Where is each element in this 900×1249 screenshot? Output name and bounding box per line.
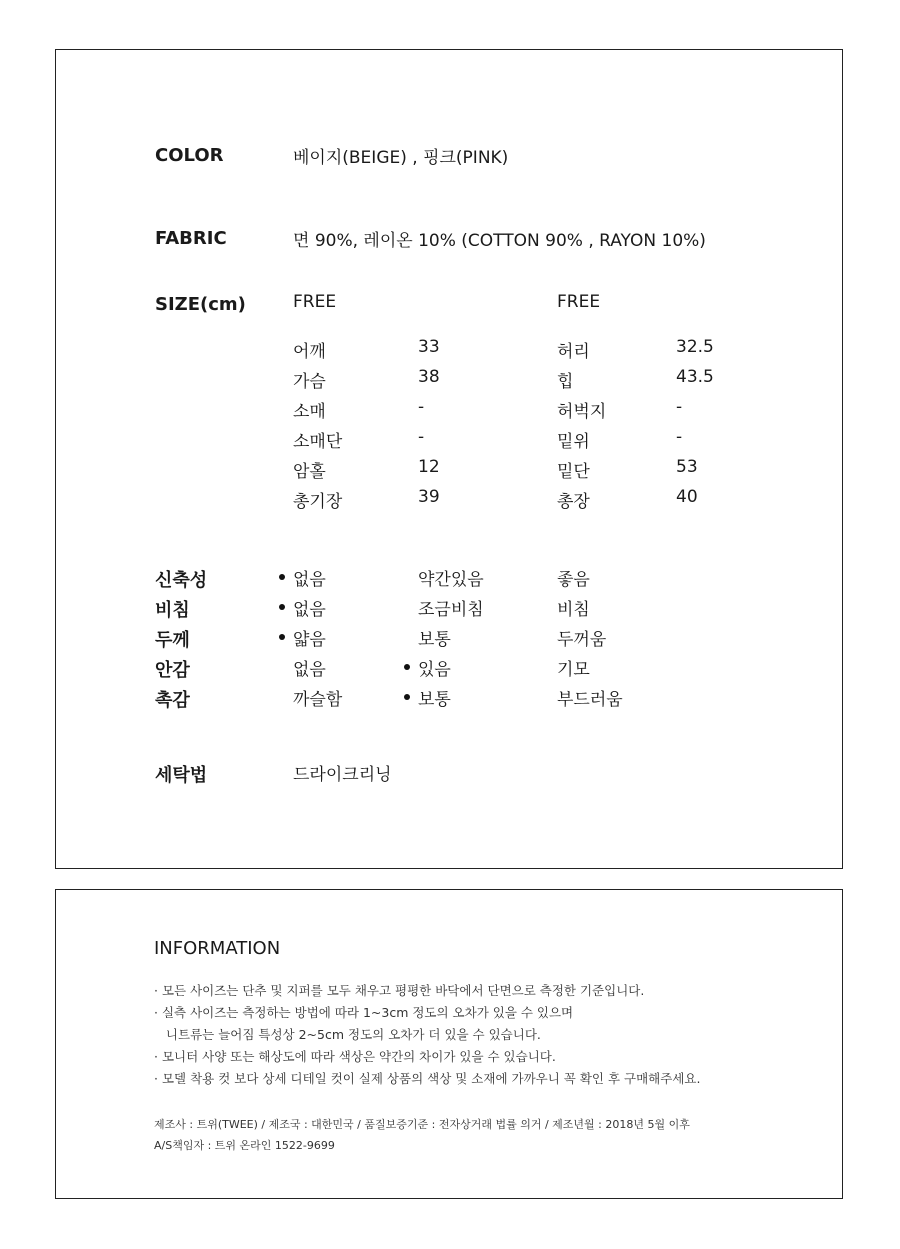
size-measure-name: 가슴 [293, 372, 326, 392]
size-measure-value: - [418, 427, 425, 447]
attribute-option: 부드러움 [557, 690, 623, 710]
size-measure-name: 소매단 [293, 432, 343, 452]
attribute-option: 얇음 [293, 630, 326, 650]
washing-value: 드라이크리닝 [293, 765, 392, 785]
size-measure-name: 허벅지 [557, 402, 607, 422]
info-line: 니트류는 늘어짐 특성상 2~5cm 정도의 오차가 더 있을 수 있습니다. [154, 1027, 541, 1042]
size-measure-value: - [676, 397, 683, 417]
color-value: 베이지(BEIGE) , 핑크(PINK) [293, 148, 509, 168]
size-measure-value: 53 [676, 457, 698, 477]
size-measure-name: 밑단 [557, 462, 590, 482]
size-measure-value: - [676, 427, 683, 447]
fabric-value: 면 90%, 레이온 10% (COTTON 90% , RAYON 10%) [293, 231, 706, 251]
washing-label: 세탁법 [155, 765, 208, 786]
attribute-option: 보통 [418, 630, 451, 650]
size-measure-name: 밑위 [557, 432, 590, 452]
size-measure-name: 어깨 [293, 342, 326, 362]
attribute-option: 약간있음 [418, 570, 484, 590]
size-measure-value: 40 [676, 487, 698, 507]
attribute-option: 두꺼움 [557, 630, 607, 650]
information-title: INFORMATION [154, 938, 281, 959]
attribute-label: 촉감 [155, 690, 190, 711]
size-right-header: FREE [557, 292, 601, 312]
attribute-option: 있음 [418, 660, 451, 680]
attribute-option: 없음 [293, 600, 326, 620]
color-label: COLOR [155, 145, 224, 166]
attribute-option: 보통 [418, 690, 451, 710]
selected-bullet-icon [279, 634, 285, 640]
size-measure-name: 허리 [557, 342, 590, 362]
info-line: · 모든 사이즈는 단추 및 지퍼를 모두 채우고 평평한 바닥에서 단면으로 측정한 기준입니다. [154, 983, 645, 998]
attribute-label: 비침 [155, 600, 190, 621]
attribute-option: 기모 [557, 660, 590, 680]
footer-line: 제조사 : 트위(TWEE) / 제조국 : 대한민국 / 품질보증기준 : 전자상거래 법률 의거 / 제조년월 : 2018년 5월 이후 [154, 1118, 690, 1131]
size-measure-value: 32.5 [676, 337, 714, 357]
size-left-header: FREE [293, 292, 337, 312]
size-label: SIZE(cm) [155, 294, 246, 315]
attribute-label: 두께 [155, 630, 190, 651]
information-box [55, 889, 843, 1199]
attribute-label: 안감 [155, 660, 190, 681]
selected-bullet-icon [279, 574, 285, 580]
size-measure-value: 33 [418, 337, 440, 357]
attribute-option: 조금비침 [418, 600, 484, 620]
fabric-label: FABRIC [155, 228, 227, 249]
selected-bullet-icon [404, 664, 410, 670]
size-measure-value: 43.5 [676, 367, 714, 387]
size-measure-value: - [418, 397, 425, 417]
selected-bullet-icon [404, 694, 410, 700]
attribute-label: 신축성 [155, 570, 208, 591]
size-measure-name: 암홀 [293, 462, 326, 482]
size-measure-name: 힙 [557, 372, 574, 392]
size-measure-name: 소매 [293, 402, 326, 422]
info-line: · 모델 착용 컷 보다 상세 디테일 컷이 실제 상품의 색상 및 소재에 가까우니 꼭 확인 후 구매해주세요. [154, 1071, 701, 1086]
size-measure-value: 39 [418, 487, 440, 507]
size-measure-name: 총장 [557, 492, 590, 512]
attribute-option: 까슬함 [293, 690, 343, 710]
size-measure-value: 38 [418, 367, 440, 387]
attribute-option: 좋음 [557, 570, 590, 590]
attribute-option: 없음 [293, 660, 326, 680]
size-measure-value: 12 [418, 457, 440, 477]
info-line: · 실측 사이즈는 측정하는 방법에 따라 1~3cm 정도의 오차가 있을 수 있으며 [154, 1005, 574, 1020]
selected-bullet-icon [279, 604, 285, 610]
size-measure-name: 총기장 [293, 492, 343, 512]
attribute-option: 없음 [293, 570, 326, 590]
info-line: · 모니터 사양 또는 해상도에 따라 색상은 약간의 차이가 있을 수 있습니다. [154, 1049, 556, 1064]
footer-line: A/S책임자 : 트위 온라인 1522-9699 [154, 1139, 335, 1152]
attribute-option: 비침 [557, 600, 590, 620]
product-spec-box [55, 49, 843, 869]
